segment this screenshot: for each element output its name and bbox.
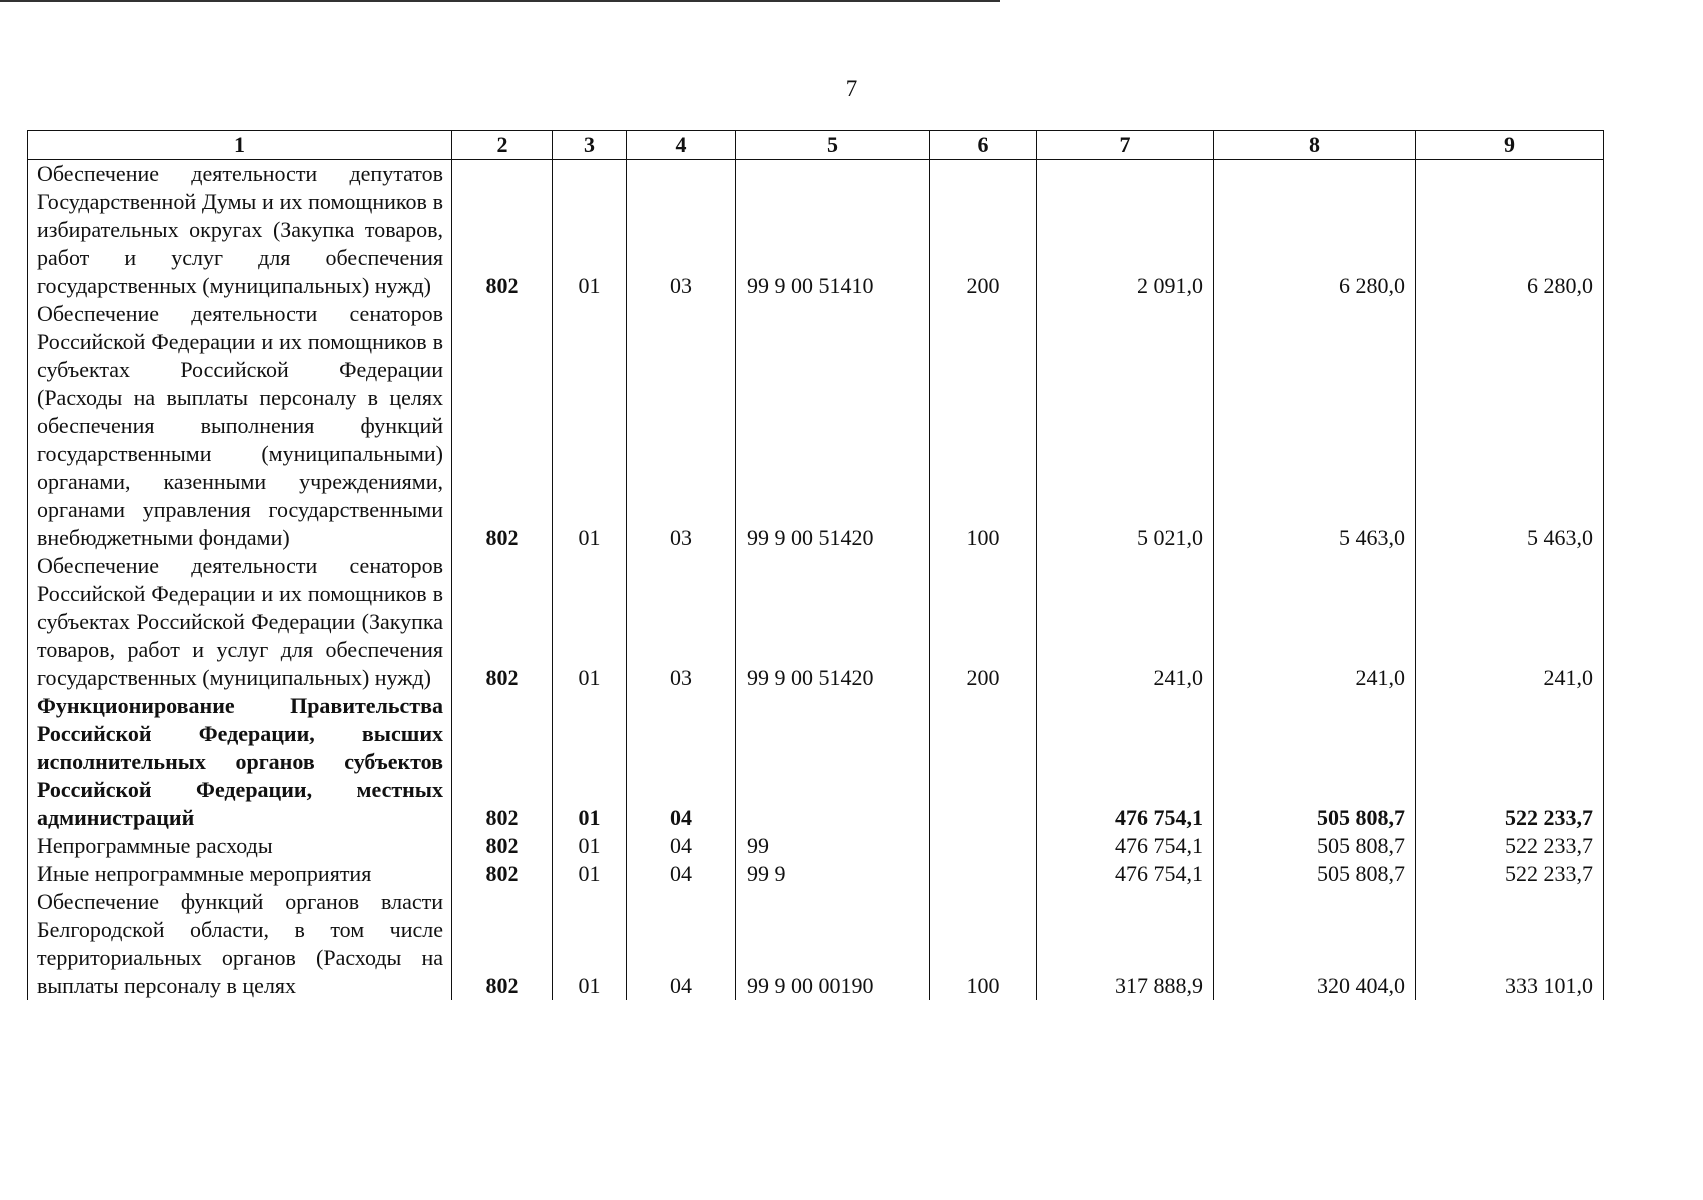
- row-name-cell: Обеспечение деятельности депутатов Государственной Думы и их помощников в избирательных округах (Закупка товаров, работ и услуг для обеспечения государственных (муниципальных) нужд): [28, 160, 452, 301]
- amount-col7-cell: 241,0: [1037, 552, 1214, 692]
- amount-col9-cell: 522 233,7: [1416, 860, 1604, 888]
- section-cell: 01: [553, 692, 627, 832]
- target-article-cell: 99 9 00 51420: [736, 552, 930, 692]
- ministry-code-cell: 802: [452, 300, 553, 552]
- column-header-8: 8: [1214, 131, 1416, 160]
- row-name-cell: Функционирование Правительства Российской Федерации, высших исполнительных органов субъектов Российской Федерации, местных администраций: [28, 692, 452, 832]
- column-header-1: 1: [28, 131, 452, 160]
- section-cell: 01: [553, 832, 627, 860]
- amount-col8-cell: 6 280,0: [1214, 160, 1416, 301]
- amount-col8-cell: 505 808,7: [1214, 692, 1416, 832]
- table-row: [28, 860, 1604, 888]
- expense-type-cell: [930, 692, 1037, 832]
- row-name-cell: Обеспечение деятельности сенаторов Российской Федерации и их помощников в субъектах Российской Федерации (Расходы на выплаты персоналу в целях обеспечения выполнения функций государственными (муниципальными) органами, казенными учреждениями, органами управления государственными внебюджетными фондами): [28, 300, 452, 552]
- target-article-cell: [736, 692, 930, 832]
- table-row: [28, 552, 1604, 692]
- table-row: [28, 160, 1604, 301]
- ministry-code-cell: 802: [452, 692, 553, 832]
- expense-type-cell: 200: [930, 552, 1037, 692]
- amount-col7-cell: 2 091,0: [1037, 160, 1214, 301]
- table-row: [28, 832, 1604, 860]
- target-article-cell: 99 9: [736, 860, 930, 888]
- ministry-code-cell: 802: [452, 860, 553, 888]
- amount-col8-cell: 5 463,0: [1214, 300, 1416, 552]
- section-cell: 01: [553, 300, 627, 552]
- table-row: [28, 888, 1604, 1000]
- page-number: 7: [845, 76, 858, 101]
- column-header-9: 9: [1416, 131, 1604, 160]
- target-article-cell: 99: [736, 832, 930, 860]
- ministry-code-cell: 802: [452, 552, 553, 692]
- expense-type-cell: [930, 832, 1037, 860]
- column-header-2: 2: [452, 131, 553, 160]
- column-header-4: 4: [627, 131, 736, 160]
- column-header-5: 5: [736, 131, 930, 160]
- expense-type-cell: [930, 860, 1037, 888]
- column-header-7: 7: [1037, 131, 1214, 160]
- row-name-cell: Обеспечение деятельности сенаторов Российской Федерации и их помощников в субъектах Российской Федерации (Закупка товаров, работ и услуг для обеспечения государственных (муниципальных) нужд): [28, 552, 452, 692]
- expense-type-cell: 100: [930, 300, 1037, 552]
- amount-col8-cell: 320 404,0: [1214, 888, 1416, 1000]
- table-row: [28, 300, 1604, 552]
- amount-col8-cell: 505 808,7: [1214, 832, 1416, 860]
- budget-table: [27, 130, 1604, 1000]
- target-article-cell: 99 9 00 00190: [736, 888, 930, 1000]
- target-article-cell: 99 9 00 51410: [736, 160, 930, 301]
- amount-col9-cell: 522 233,7: [1416, 832, 1604, 860]
- row-name-cell: Обеспечение функций органов власти Белгородской области, в том числе территориальных органов (Расходы на выплаты персоналу в целях: [28, 888, 452, 1000]
- subsection-cell: 04: [627, 832, 736, 860]
- amount-col9-cell: 5 463,0: [1416, 300, 1604, 552]
- subsection-cell: 04: [627, 692, 736, 832]
- column-header-6: 6: [930, 131, 1037, 160]
- target-article-cell: 99 9 00 51420: [736, 300, 930, 552]
- row-name-cell: Иные непрограммные мероприятия: [28, 860, 452, 888]
- amount-col8-cell: 505 808,7: [1214, 860, 1416, 888]
- section-cell: 01: [553, 552, 627, 692]
- subsection-cell: 04: [627, 888, 736, 1000]
- amount-col7-cell: 476 754,1: [1037, 860, 1214, 888]
- amount-col7-cell: 476 754,1: [1037, 692, 1214, 832]
- row-name-cell: Непрограммные расходы: [28, 832, 452, 860]
- amount-col7-cell: 317 888,9: [1037, 888, 1214, 1000]
- scan-top-border-line: [0, 0, 1000, 2]
- ministry-code-cell: 802: [452, 832, 553, 860]
- subsection-cell: 03: [627, 300, 736, 552]
- ministry-code-cell: 802: [452, 888, 553, 1000]
- amount-col9-cell: 241,0: [1416, 552, 1604, 692]
- subsection-cell: 04: [627, 860, 736, 888]
- table-row-bold: [28, 692, 1604, 832]
- subsection-cell: 03: [627, 552, 736, 692]
- expense-type-cell: 200: [930, 160, 1037, 301]
- column-header-3: 3: [553, 131, 627, 160]
- amount-col9-cell: 522 233,7: [1416, 692, 1604, 832]
- amount-col8-cell: 241,0: [1214, 552, 1416, 692]
- subsection-cell: 03: [627, 160, 736, 301]
- table-header-row: [28, 131, 1604, 160]
- section-cell: 01: [553, 888, 627, 1000]
- amount-col9-cell: 333 101,0: [1416, 888, 1604, 1000]
- amount-col9-cell: 6 280,0: [1416, 160, 1604, 301]
- section-cell: 01: [553, 160, 627, 301]
- expense-type-cell: 100: [930, 888, 1037, 1000]
- amount-col7-cell: 5 021,0: [1037, 300, 1214, 552]
- section-cell: 01: [553, 860, 627, 888]
- ministry-code-cell: 802: [452, 160, 553, 301]
- amount-col7-cell: 476 754,1: [1037, 832, 1214, 860]
